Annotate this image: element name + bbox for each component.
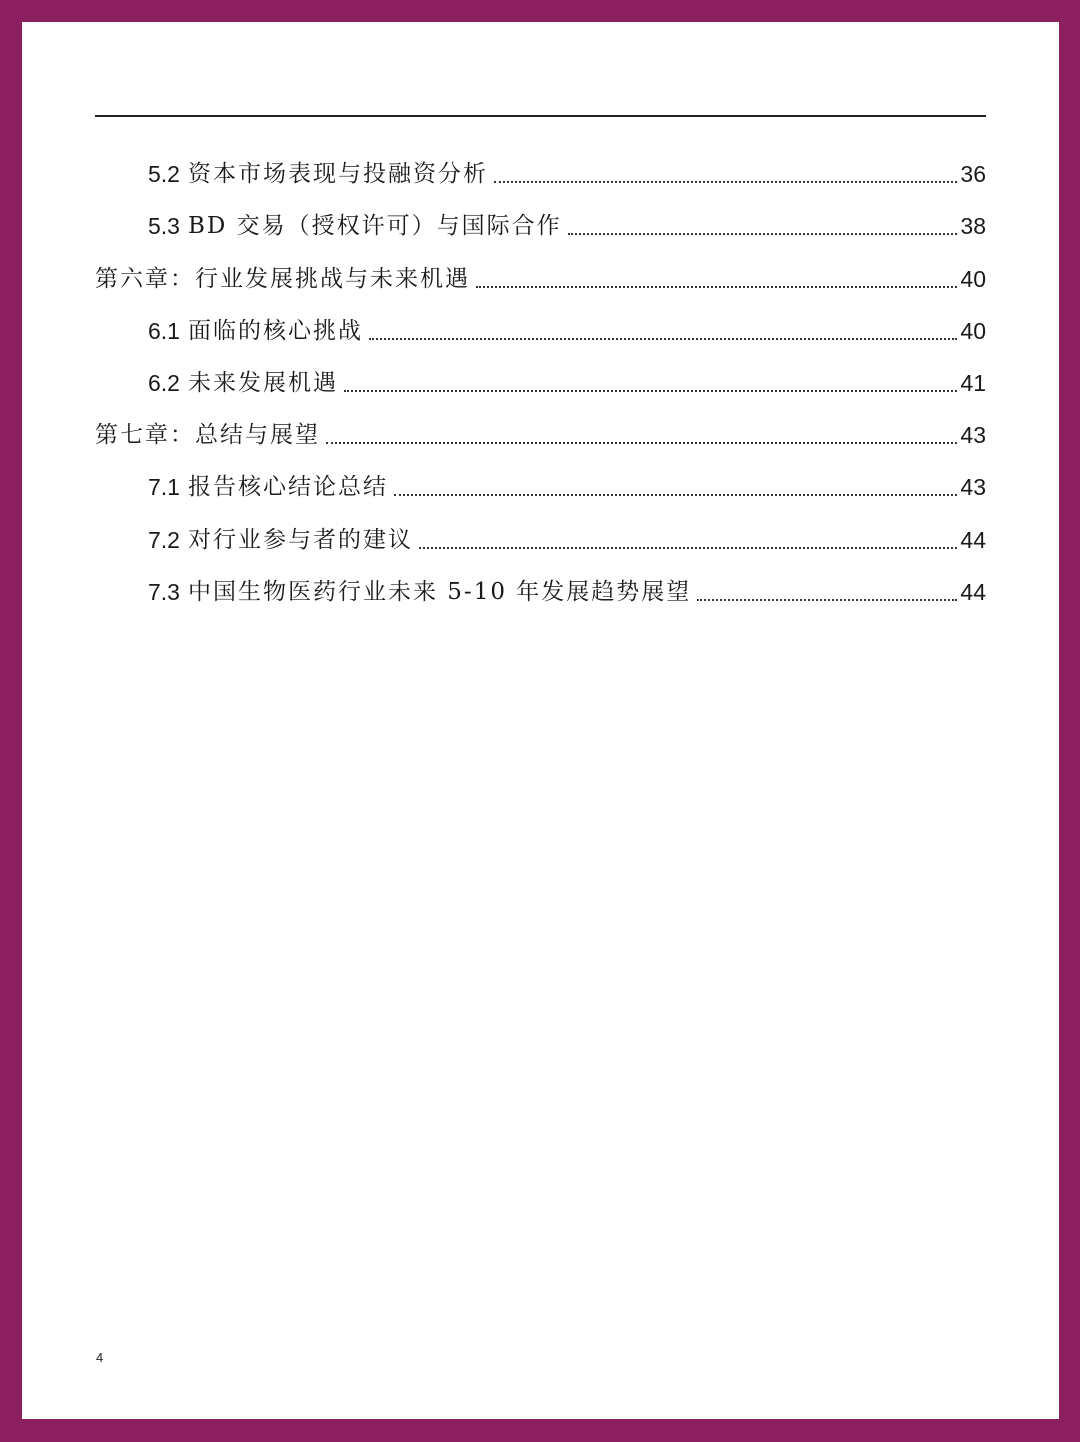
toc-entry-page: 43 — [960, 422, 986, 449]
toc-entry-page: 36 — [960, 161, 986, 188]
toc-entry-title: 第七章：总结与展望 — [95, 422, 320, 449]
toc-entry-7-1[interactable] — [95, 461, 986, 513]
toc-entry-chapter-7[interactable] — [95, 409, 986, 461]
toc-entry-number: 7.2 — [148, 526, 180, 553]
table-of-contents — [95, 148, 986, 618]
toc-dot-leader — [369, 338, 957, 340]
toc-entry-number: 7.3 — [148, 578, 180, 605]
toc-dot-leader — [419, 547, 957, 549]
toc-dot-leader — [394, 494, 957, 496]
toc-entry-page: 44 — [960, 526, 986, 553]
toc-entry-page: 38 — [960, 213, 986, 240]
toc-dot-leader — [568, 233, 958, 235]
toc-entry-number: 7.1 — [148, 474, 180, 501]
toc-entry-page: 44 — [960, 578, 986, 605]
toc-dot-leader — [476, 286, 957, 288]
document-page — [22, 22, 1059, 1419]
toc-entry-title: 第六章：行业发展挑战与未来机遇 — [95, 265, 470, 292]
toc-dot-leader — [494, 181, 957, 183]
toc-entry-7-2[interactable] — [95, 513, 986, 565]
toc-entry-6-1[interactable] — [95, 305, 986, 357]
toc-entry-number: 5.2 — [148, 161, 180, 188]
toc-entry-title: 面临的核心挑战 — [187, 317, 363, 344]
toc-entry-chapter-6[interactable] — [95, 252, 986, 304]
toc-entry-page: 40 — [960, 265, 986, 292]
toc-entry-title: 未来发展机遇 — [187, 369, 338, 396]
toc-entry-number: 6.1 — [148, 317, 180, 344]
header-rule — [95, 115, 986, 117]
toc-dot-leader — [697, 599, 957, 601]
toc-entry-6-2[interactable] — [95, 357, 986, 409]
page-number: 4 — [96, 1350, 104, 1365]
toc-entry-title: 报告核心结论总结 — [187, 474, 388, 501]
toc-entry-page: 43 — [960, 474, 986, 501]
toc-entry-7-3[interactable] — [95, 566, 986, 618]
toc-entry-title: BD 交易（授权许可）与国际合作 — [187, 213, 562, 240]
toc-entry-page: 41 — [960, 369, 986, 396]
toc-entry-page: 40 — [960, 317, 986, 344]
toc-entry-number: 6.2 — [148, 369, 180, 396]
toc-entry-5-2[interactable] — [95, 148, 986, 200]
toc-dot-leader — [344, 390, 957, 392]
toc-entry-number: 5.3 — [148, 213, 180, 240]
toc-dot-leader — [326, 442, 957, 444]
toc-entry-5-3[interactable] — [95, 200, 986, 252]
toc-entry-title: 中国生物医药行业未来 5-10 年发展趋势展望 — [187, 578, 692, 605]
toc-entry-title: 对行业参与者的建议 — [187, 526, 413, 553]
toc-entry-title: 资本市场表现与投融资分析 — [187, 161, 488, 188]
